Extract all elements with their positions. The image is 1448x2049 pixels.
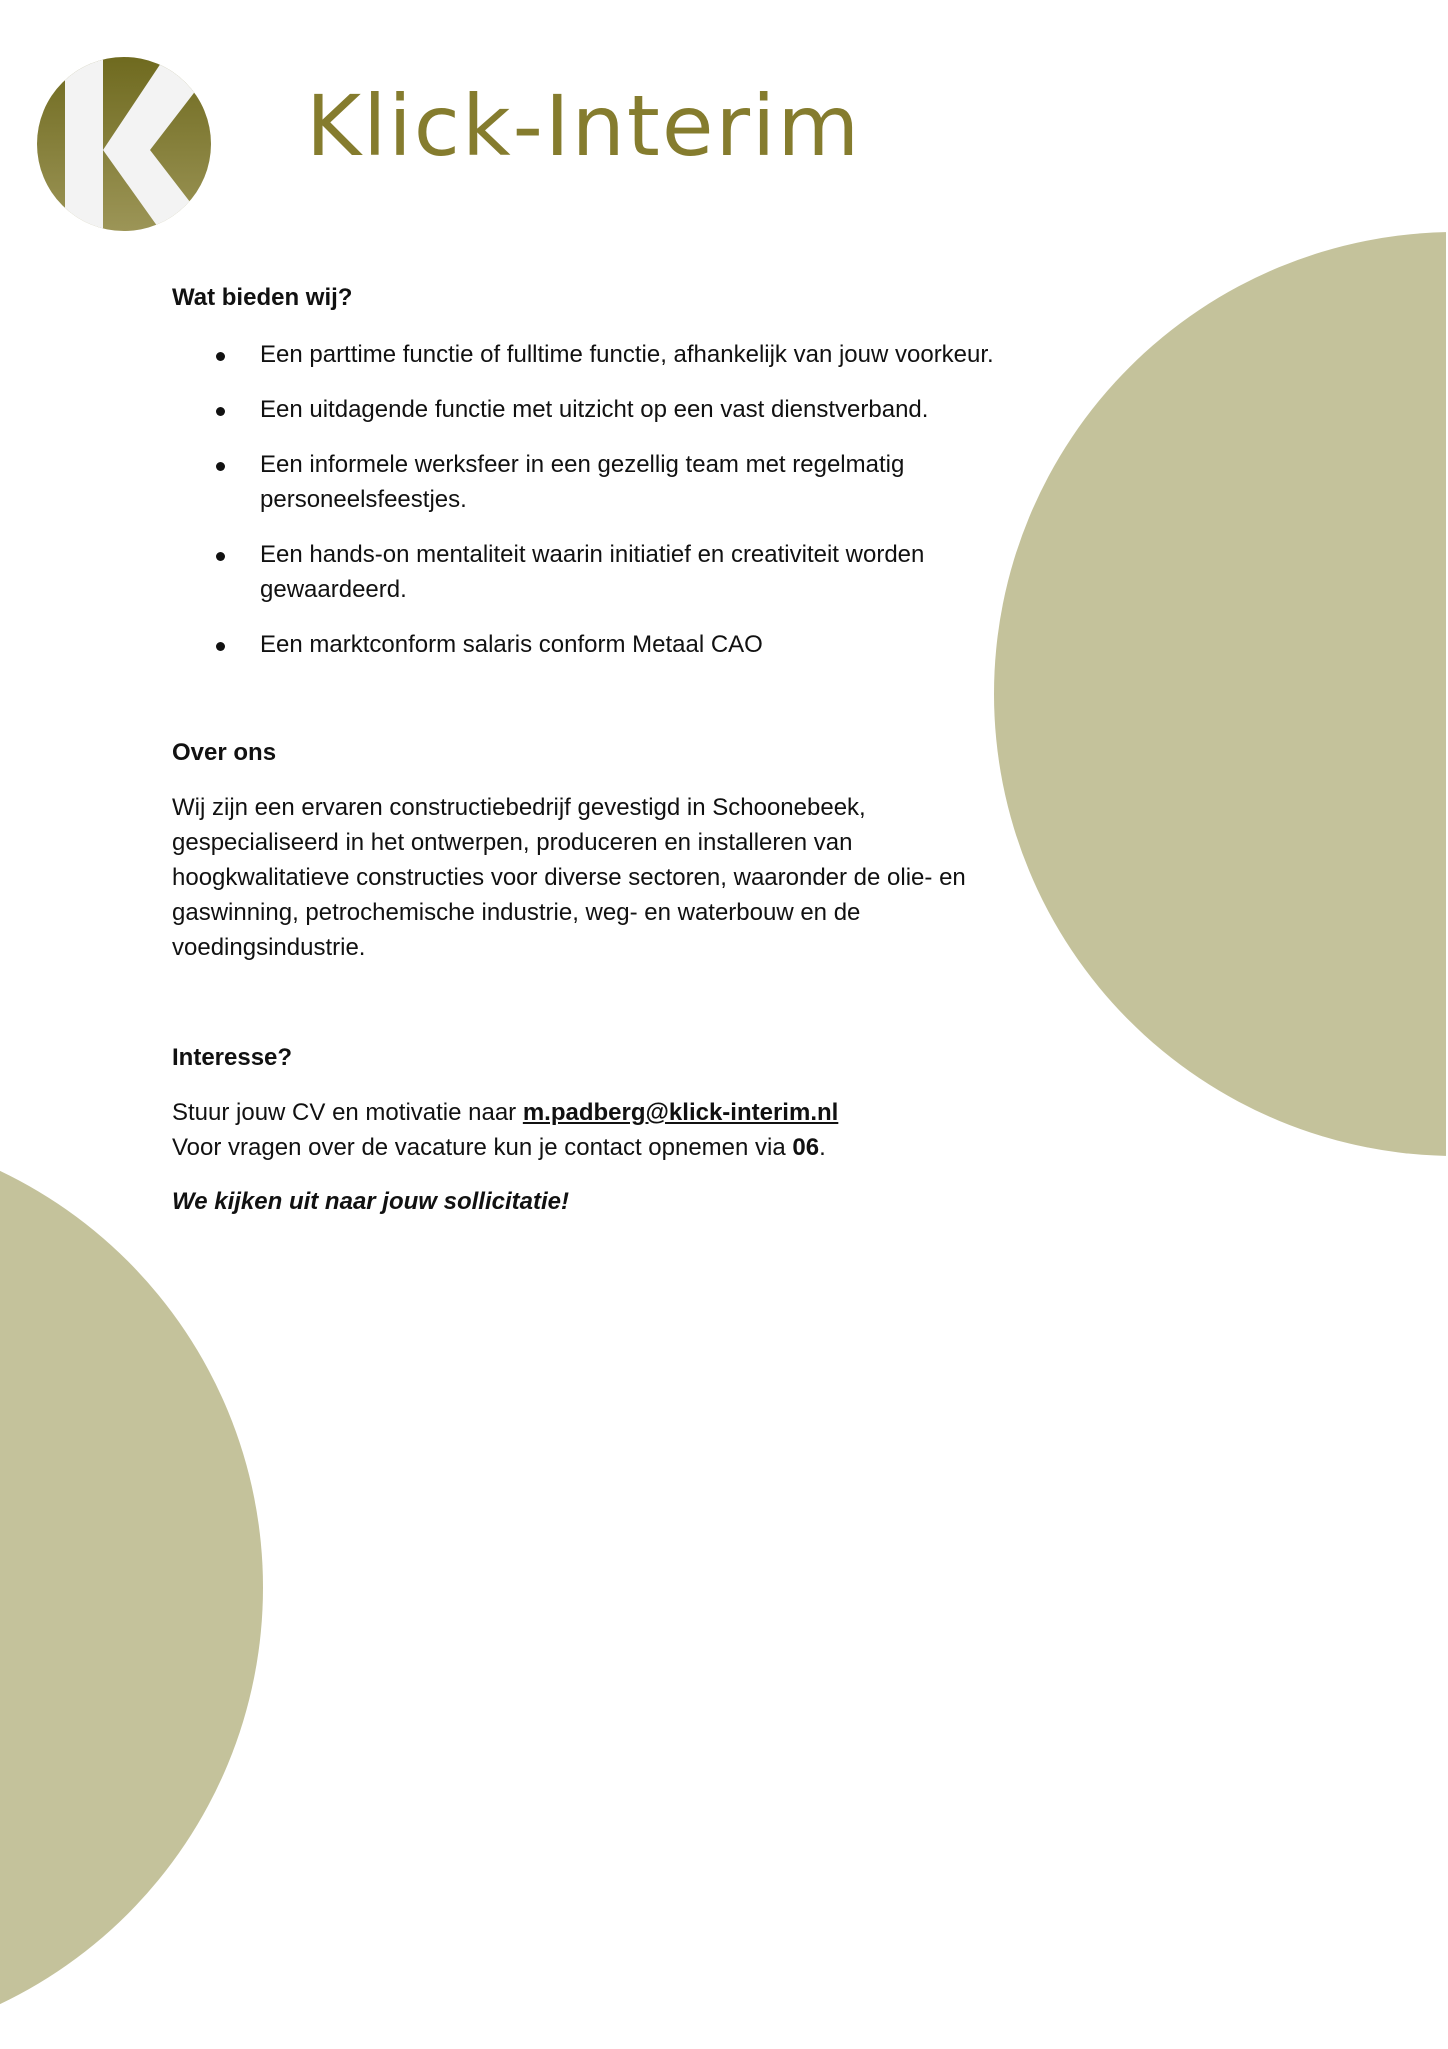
decorative-circle-left <box>0 1126 263 2049</box>
phone-number: 06 <box>792 1134 820 1161</box>
interest-heading: Interesse? <box>172 1044 293 1071</box>
benefit-text: Een informele werksfeer in een gezellig team met regelmatig personeelsfeestjes. <box>260 451 905 513</box>
offer-heading: Wat bieden wij? <box>172 284 353 311</box>
sentence-period: . <box>819 1134 826 1161</box>
list-item <box>172 392 1052 427</box>
list-item <box>172 337 1052 372</box>
k-logo-icon <box>37 57 211 231</box>
decorative-circle-right <box>994 232 1448 1156</box>
about-heading: Over ons <box>172 739 277 766</box>
brand-wordmark: Klick-Interim <box>306 77 862 175</box>
benefit-text: Een uitdagende functie met uitzicht op een vast dienstverband. <box>260 396 929 423</box>
bullet-icon <box>216 407 225 416</box>
questions-text: Voor vragen over de vacature kun je contact opnemen via <box>172 1134 793 1161</box>
about-text: Wij zijn een ervaren constructiebedrijf gevestigd in Schoonebeek, gespecialiseerd in het ontwerpen, produceren en installeren van hoogkwalitatieve constructies voor diverse sectoren, waaronder de olie- en gaswinning, petrochemische industrie, weg- en waterbouw en de voedingsindustrie. <box>172 794 966 961</box>
bullet-icon <box>216 462 225 471</box>
bullet-icon <box>216 352 225 361</box>
benefit-text: Een marktconform salaris conform Metaal CAO <box>260 631 763 658</box>
benefit-text: Een hands-on mentaliteit waarin initiatief en creativiteit worden gewaardeerd. <box>260 541 925 603</box>
list-item <box>172 447 1052 517</box>
benefits-list <box>172 337 1052 682</box>
bullet-icon <box>216 552 225 561</box>
closing-line: We kijken uit naar jouw sollicitatie! <box>172 1188 569 1215</box>
list-item <box>172 627 1052 662</box>
bullet-icon <box>216 642 225 651</box>
benefit-text: Een parttime functie of fulltime functie, afhankelijk van jouw voorkeur. <box>260 341 994 368</box>
list-item <box>172 537 1052 607</box>
contact-text <box>172 1095 1072 1165</box>
email-link[interactable]: m.padberg@klick-interim.nl <box>522 1099 839 1126</box>
send-text: Stuur jouw CV en motivatie naar <box>172 1099 523 1126</box>
